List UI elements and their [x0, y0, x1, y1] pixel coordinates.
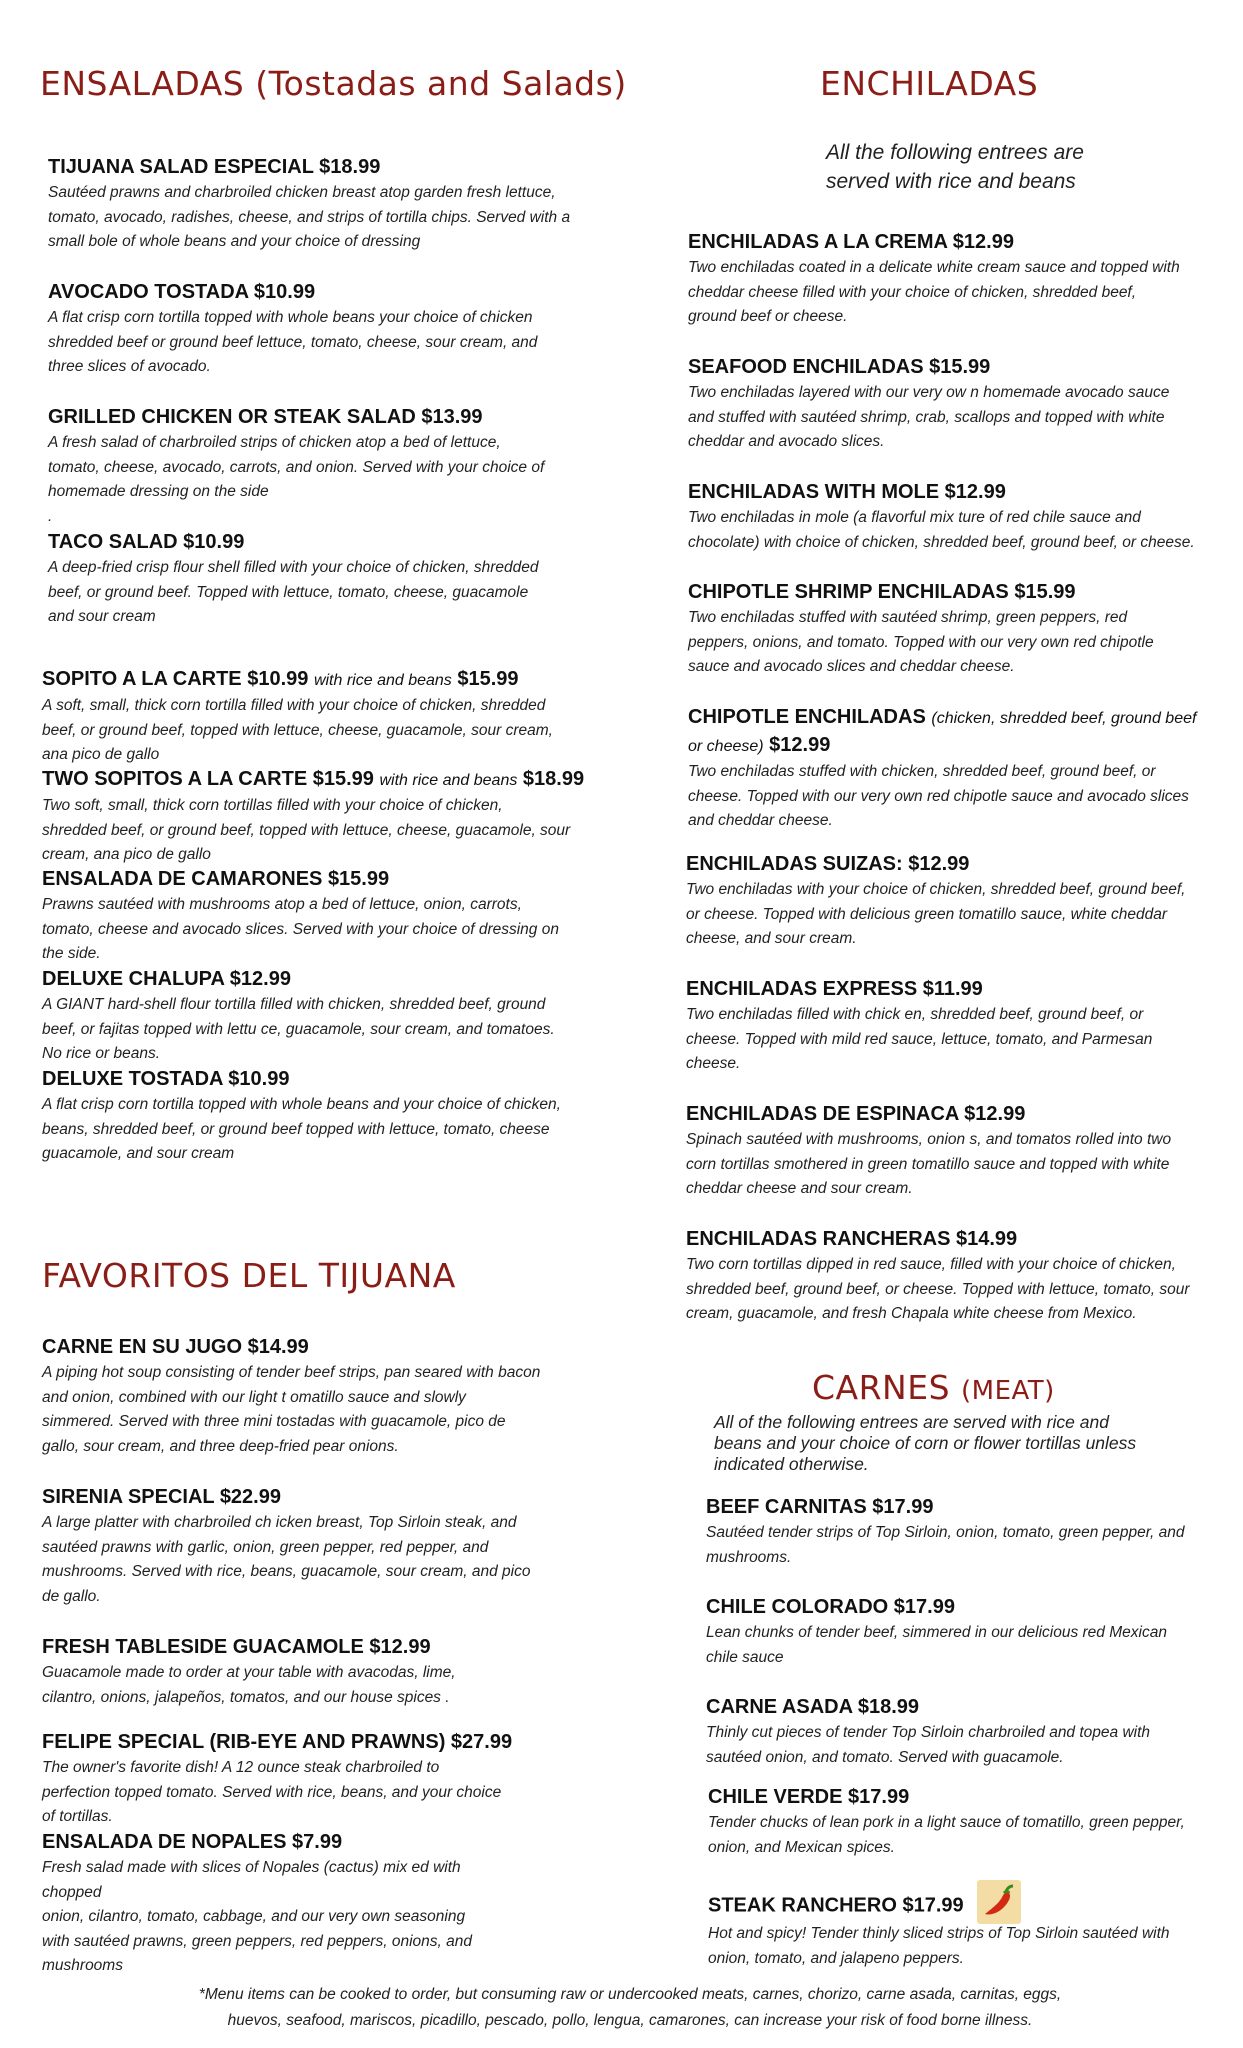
menu-item [708, 1784, 1243, 1860]
section-note-carnes: All of the following entrees are served with rice and beans and your choice of corn or flower tortillas unless indicated otherwise. [714, 1412, 1137, 1474]
section-note-enchiladas: All the following entrees are served with rice and beans [826, 141, 1084, 193]
item-desc: Two enchiladas with your choice of chicken, shredded beef, ground beef, or cheese. Topped with delicious green tomatillo sauce, white cheddar cheese, and sour cream. [686, 881, 1186, 947]
section-title-enchiladas: ENCHILADAS [820, 64, 1039, 103]
item-desc: Sautéed tender strips of Top Sirloin, onion, tomato, green pepper, and mushrooms. [706, 1524, 1185, 1566]
menu-item [688, 229, 1243, 330]
item-desc: A fresh salad of charbroiled strips of chicken atop a bed of lettuce, tomato, cheese, avocado, carrots, and onion. Served with your choice of homemade dressing on the side . [48, 434, 545, 525]
footer-disclaimer: *Menu items can be cooked to order, but consuming raw or undercooked meats, carnes, chorizo, carne asada, carnitas, eggs, huevos, seafood, mariscos, picadillo, pescado, pollo, lengua, camarones, can increase your risk of food borne illness. [198, 1986, 1062, 2029]
section-title-ensaladas: ENSALADAS (Tostadas and Salads) [40, 64, 627, 103]
item-desc: A large platter with charbroiled ch icken breast, Top Sirloin steak, and sautéed prawns with garlic, onion, green pepper, red pepper, and mushrooms. Served with rice, beans, guacamole, sour cream, and pico de gallo. [42, 1514, 531, 1605]
item-desc: Lean chunks of tender beef, simmered in our delicious red Mexican chile sauce [706, 1624, 1167, 1666]
item-name: CHILE COLORADO $17.99 [706, 1596, 955, 1618]
item-desc: Spinach sautéed with mushrooms, onion s, and tomatos rolled into two corn tortillas smothered in green tomatillo sauce and topped with white cheddar cheese and sour cream. [686, 1131, 1172, 1197]
item-name: AVOCADO TOSTADA $10.99 [48, 281, 316, 303]
menu-item [42, 1066, 642, 1167]
item-desc: Two enchiladas layered with our very ow n homemade avocado sauce and stuffed with sautéed shrimp, crab, scallops and topped with white cheddar and avocado slices. [688, 384, 1170, 450]
menu-item [48, 404, 648, 529]
menu-item [42, 866, 642, 967]
section-title-favoritos: FAVORITOS DEL TIJUANA [42, 1256, 456, 1295]
menu-item [708, 1884, 1243, 1971]
item-desc: Sautéed prawns and charbroiled chicken breast atop garden fresh lettuce, tomato, avocado, radishes, cheese, and strips of tortilla chips. Served with a small bole of whole beans and your choice of dressing [48, 184, 571, 250]
menu-item [688, 479, 1243, 555]
menu-item [688, 354, 1243, 455]
item-extra: with rice and beans [313, 672, 452, 689]
item-name-text: SOPITO A LA CARTE $10.99 [42, 668, 309, 690]
item-extra-price: $18.99 [522, 768, 585, 790]
item-name [688, 704, 1208, 760]
menu-item [42, 1729, 642, 1830]
item-name: ENCHILADAS DE ESPINACA $12.99 [686, 1103, 1026, 1125]
item-extra-price: $15.99 [457, 668, 519, 690]
item-name: CARNE EN SU JUGO $14.99 [42, 1336, 309, 1358]
menu-item [688, 704, 1243, 834]
item-desc: Two enchiladas stuffed with sautéed shrimp, green peppers, red peppers, onions, and tomato. Topped with our very own red chipotle sauce and avocado slices and cheddar cheese. [688, 609, 1154, 675]
item-desc: A soft, small, thick corn tortilla filled with your choice of chicken, shredded beef, or ground beef, topped with lettuce, cheese, guacamole, sour cream, ana pico de gallo [42, 697, 553, 763]
item-desc: Two enchiladas filled with chick en, shredded beef, ground beef, or cheese. Topped with mild red sauce, lettuce, tomato, and Parmesan cheese. [686, 1006, 1153, 1072]
item-name: CARNE ASADA $18.99 [706, 1696, 920, 1718]
menu-item [42, 1634, 642, 1710]
item-name: GRILLED CHICKEN OR STEAK SALAD $13.99 [48, 406, 483, 428]
menu-item [706, 1594, 1243, 1670]
menu-item [48, 529, 648, 630]
item-name: SIRENIA SPECIAL $22.99 [42, 1486, 281, 1508]
item-desc: Two enchiladas in mole (a flavorful mix ture of red chile sauce and chocolate) with choice of chicken, shredded beef, ground beef, or cheese. [688, 509, 1195, 551]
menu-item [688, 579, 1243, 680]
item-name: ENCHILADAS SUIZAS: $12.99 [686, 853, 970, 875]
menu-item [686, 1226, 1243, 1327]
menu-item [42, 1334, 642, 1459]
item-name: ENSALADA DE NOPALES $7.99 [42, 1831, 343, 1853]
item-name-text: CHIPOTLE ENCHILADAS [688, 706, 926, 728]
item-desc: A GIANT hard-shell flour tortilla filled with chicken, shredded beef, ground beef, or fajitas topped with lettu ce, guacamole, sour cream, and tomatoes. No rice or beans. [42, 996, 555, 1062]
chili-pepper-icon [977, 1880, 1021, 1924]
menu-item [42, 1829, 642, 1979]
item-name: ENCHILADAS WITH MOLE $12.99 [688, 481, 1006, 503]
item-name: ENCHILADAS EXPRESS $11.99 [686, 978, 983, 1000]
menu-item [686, 851, 1243, 952]
item-desc: A flat crisp corn tortilla topped with whole beans your choice of chicken shredded beef or ground beef lettuce, tomato, cheese, sour cream, and three slices of avocado. [48, 309, 538, 375]
item-name [42, 666, 642, 694]
item-name-text: TWO SOPITOS A LA CARTE $15.99 [42, 768, 374, 790]
item-name: DELUXE TOSTADA $10.99 [42, 1068, 290, 1090]
menu-item [706, 1494, 1243, 1570]
item-name: DELUXE CHALUPA $12.99 [42, 968, 291, 990]
item-name: BEEF CARNITAS $17.99 [706, 1496, 934, 1518]
menu-item [686, 976, 1243, 1077]
item-desc: Thinly cut pieces of tender Top Sirloin charbroiled and topea with sautéed onion, and tomato. Served with guacamole. [706, 1724, 1151, 1766]
carnes-title-sub: (MEAT) [961, 1376, 1055, 1406]
item-desc: Hot and spicy! Tender thinly sliced strips of Top Sirloin sautéed with onion, tomato, and jalapeno peppers. [708, 1925, 1170, 1967]
item-extra: with rice and beans [379, 772, 518, 789]
item-desc: Guacamole made to order at your table with avacodas, lime, cilantro, onions, jalapeños, tomatos, and our house spices . [42, 1664, 456, 1706]
menu-item [42, 1484, 642, 1609]
item-desc: Two soft, small, thick corn tortillas filled with your choice of chicken, shredded beef, or ground beef, topped with lettuce, cheese, guacamole, sour cream, ana pico de gallo [42, 797, 571, 863]
item-name: ENSALADA DE CAMARONES $15.99 [42, 868, 390, 890]
item-extra-price: $12.99 [769, 734, 831, 756]
item-name: FRESH TABLESIDE GUACAMOLE $12.99 [42, 1636, 431, 1658]
carnes-title-main: CARNES [812, 1368, 951, 1407]
menu-item [48, 279, 648, 380]
item-name: CHILE VERDE $17.99 [708, 1786, 910, 1808]
menu-item [48, 154, 648, 255]
item-desc: Two enchiladas stuffed with chicken, shredded beef, ground beef, or cheese. Topped with our very own red chipotle sauce and avocado slices and cheddar cheese. [688, 763, 1189, 829]
item-name: FELIPE SPECIAL (RIB-EYE AND PRAWNS) $27.99 [42, 1731, 513, 1753]
item-desc: The owner's favorite dish! A 12 ounce steak charbroiled to perfection topped tomato. Served with rice, beans, and your choice of tortillas. [42, 1759, 502, 1825]
item-name [42, 766, 642, 794]
item-name: SEAFOOD ENCHILADAS $15.99 [688, 356, 991, 378]
item-name: CHIPOTLE SHRIMP ENCHILADAS $15.99 [688, 581, 1076, 603]
item-name: TACO SALAD $10.99 [48, 531, 245, 553]
item-name: TIJUANA SALAD ESPECIAL $18.99 [48, 156, 381, 178]
item-name-text: STEAK RANCHERO $17.99 [708, 1894, 964, 1917]
item-desc: A piping hot soup consisting of tender beef strips, pan seared with bacon and onion, combined with our light t omatillo sauce and slowly simmered. Served with three mini tostadas with guacamole, pico de gallo, sour cream, and three deep-fried pear onions. [42, 1364, 541, 1455]
menu-item [42, 766, 642, 868]
section-title-carnes [812, 1368, 1055, 1407]
item-name: ENCHILADAS A LA CREMA $12.99 [688, 231, 1014, 253]
item-desc: A flat crisp corn tortilla topped with whole beans and your choice of chicken, beans, shredded beef, or ground beef topped with lettuce, tomato, cheese guacamole, and sour cream [42, 1096, 561, 1162]
menu-item [42, 666, 642, 768]
menu-item [706, 1694, 1243, 1770]
item-extra: (chicken, shredded beef, ground beef or cheese) [688, 710, 1197, 755]
item-desc: A deep-fried crisp flour shell filled with your choice of chicken, shredded beef, or ground beef. Topped with lettuce, tomato, cheese, guacamole and sour cream [48, 559, 539, 625]
item-desc: Two corn tortillas dipped in red sauce, filled with your choice of chicken, shredded beef, ground beef, or cheese. Topped with lettuce, tomato, sour cream, guacamole, and fresh Chapala white cheese from Mexico. [686, 1256, 1190, 1322]
item-desc: Fresh salad made with slices of Nopales (cactus) mix ed with chopped onion, cilantro, tomato, cabbage, and our very own seasoning with sautéed prawns, green peppers, red peppers, onions, and mushrooms [42, 1859, 472, 1974]
item-name: ENCHILADAS RANCHERAS $14.99 [686, 1228, 1018, 1250]
item-desc: Tender chucks of lean pork in a light sauce of tomatillo, green pepper, onion, and Mexican spices. [708, 1814, 1185, 1856]
item-desc: Two enchiladas coated in a delicate white cream sauce and topped with cheddar cheese filled with your choice of chicken, shredded beef, ground beef or cheese. [688, 259, 1180, 325]
menu-item [686, 1101, 1243, 1202]
item-desc: Prawns sautéed with mushrooms atop a bed of lettuce, onion, carrots, tomato, cheese and avocado slices. Served with your choice of dressing on the side. [42, 896, 559, 962]
menu-item [42, 966, 642, 1067]
